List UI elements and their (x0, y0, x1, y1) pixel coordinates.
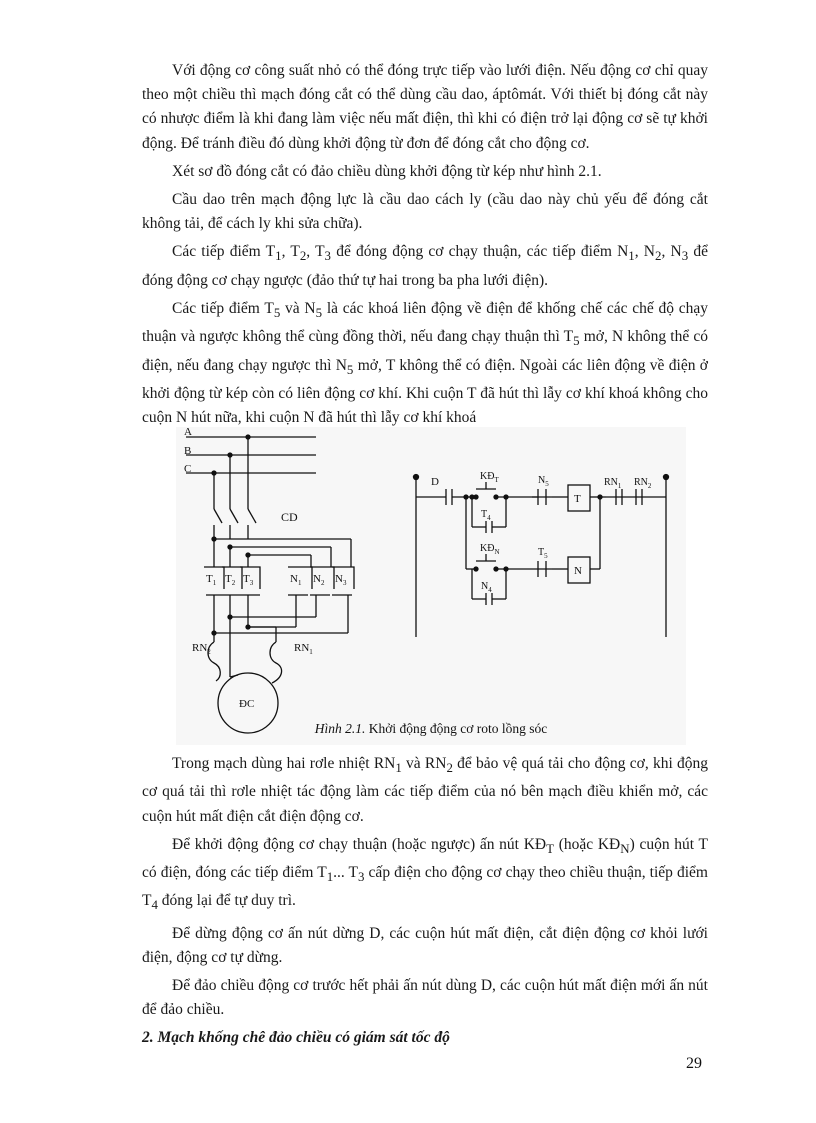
motor-label: ĐC (239, 698, 255, 710)
phase-c-label: C (184, 463, 192, 475)
svg-text:T1: $T_1$ (206, 573, 217, 587)
text-block-bottom (142, 752, 708, 1055)
coil-n-label: N (574, 565, 582, 577)
cd-label: CD (281, 510, 298, 524)
contact-labels (206, 573, 347, 587)
svg-text:N2: $N_2$ (313, 573, 325, 587)
rn1-ctrl-label: $RN_1$ (604, 477, 622, 490)
n4-label: $N_4$ (481, 581, 492, 594)
coil-t-label: T (574, 493, 581, 505)
t5-label: $T_5$ (538, 547, 548, 560)
paragraph-6: Trong mạch dùng hai rơle nhiệt $RN_1$ và $RN_2$ để bảo vệ quá tải cho động cơ, khi động cơ quá tải thì rơle nhiệt tác động làm các tiếp điểm của nó bên mạch điều khiển mở, các cuộn hút mất điện cắt điện động cơ. (142, 755, 708, 825)
paragraph-1: Với động cơ công suất nhỏ có thể đóng trực tiếp vào lưới điện. Nếu động cơ chỉ quay theo một chiều thì mạch đóng cắt có thể dùng cầu dao, áptômát. Với thiết bị đóng cắt này có nhược điểm là khi đang làm việc nếu mất điện, thì khi có điện trở lại động cơ sẽ tự khởi động. Để tránh điều đó dùng khởi động từ đơn để đóng cắt cho động cơ. (142, 62, 708, 152)
svg-text:T3: $T_3$ (243, 573, 254, 587)
kdt-label: $KĐ_T$ (480, 471, 499, 484)
svg-text:N3: $N_3$ (335, 573, 347, 587)
svg-text:T2: $T_2$ (225, 573, 236, 587)
paragraph-5: Các tiếp điểm $T_5$ và $N_5$ là các khoá liên động về điện để khống chế các chế độ chạy thuận và ngược không thể cùng đồng thời, nếu đang chạy thuận thì $T_5$ mở, N không thể có điện, nếu đang chạy ngược thì $N_5$ mở, T không thể có điện. Ngoài các liên động về điện ở khởi động từ kép còn có liên động cơ khí. Khi cuộn T đã hút thì lẫy cơ khí khoá không cho cuộn N hút nữa, khi cuộn N đã hút thì lẫy cơ khí khoá (142, 299, 708, 427)
t4-label: $T_4$ (481, 509, 491, 522)
phase-b-label: B (184, 445, 192, 457)
paragraph-4: Các tiếp điểm $T_1$, $T_2$, $T_3$ để đóng động cơ chạy thuận, các tiếp điểm $N_1$, $N_2$, $N_3$ để đóng động cơ chạy ngược (đảo thứ tự hai trong ba pha lưới điện). (142, 243, 708, 289)
phase-a-label: A (184, 427, 192, 438)
figure-caption: Hình 2.1. Khởi động động cơ roto lồng sóc (314, 721, 548, 736)
paragraph-8: Để dừng động cơ ấn nút dừng D, các cuộn hút mất điện, cắt điện động cơ khỏi lưới điện, động cơ tự dừng. (142, 924, 708, 966)
figure-2-1 (176, 427, 686, 745)
paragraph-3: Cầu dao trên mạch động lực là cầu dao cách ly (cầu dao này chủ yếu để đóng cắt không tải, để cách ly khi sửa chữa). (142, 191, 708, 233)
rn2-label: $RN_2$ (192, 642, 211, 656)
n5-label: $N_5$ (538, 475, 549, 488)
text-block-top (142, 59, 708, 434)
stop-button-label: D (431, 476, 439, 488)
paragraph-9: Để đảo chiều động cơ trước hết phải ấn nút dùng D, các cuộn hút mất điện mới ấn nút để đảo chiều. (142, 977, 708, 1019)
circuit-diagram (176, 427, 686, 745)
rn1-label: $RN_1$ (294, 642, 313, 656)
section-heading: 2. Mạch khống chê đảo chiều có giám sát tốc độ (142, 1029, 450, 1047)
paragraph-7: Để khởi động động cơ chạy thuận (hoặc ngược) ấn nút $KĐ_T$ (hoặc $KĐ_N$) cuộn hút T có điện, đóng các tiếp điểm $T_1$... $T_3$ cấp điện cho động cơ chạy theo chiều thuận, tiếp điểm $T_4$ đóng lại để tự duy trì. (142, 835, 708, 913)
kdn-label: $KĐ_N$ (480, 543, 500, 556)
page-number: 29 (686, 1055, 702, 1072)
paragraph-2: Xét sơ đồ đóng cắt có đảo chiều dùng khởi động từ kép như hình 2.1. (172, 162, 602, 180)
rn2-ctrl-label: $RN_2$ (634, 477, 652, 490)
svg-text:N1: $N_1$ (290, 573, 302, 587)
